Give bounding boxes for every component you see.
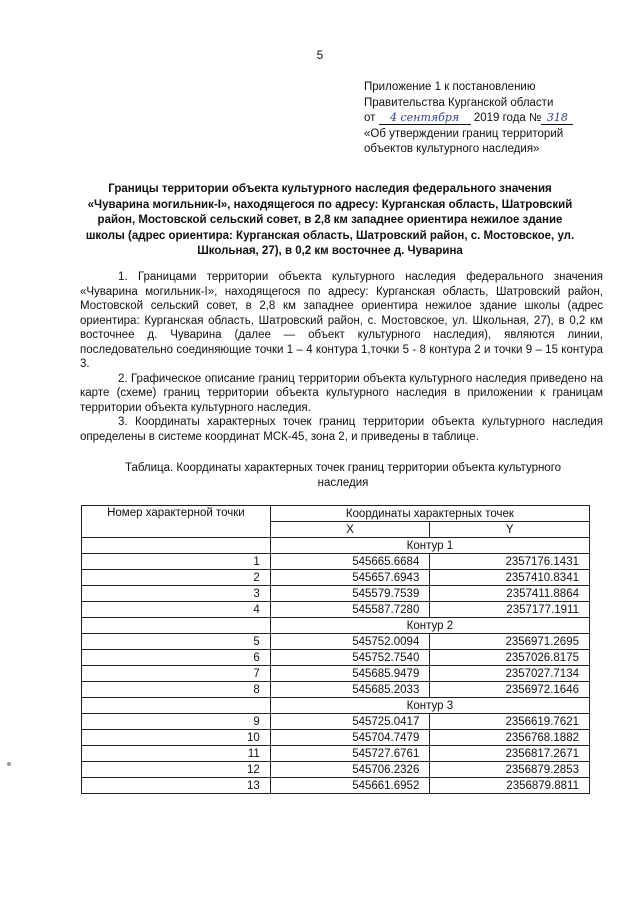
table-row: [82, 634, 590, 650]
point-number: 4: [82, 602, 271, 618]
handwritten-date: 4 сентября: [379, 112, 471, 125]
point-number: 9: [82, 714, 271, 730]
header-coordinates: Координаты характерных точек: [270, 506, 589, 522]
contour-row: [82, 698, 590, 714]
point-x: 545706.2326: [270, 762, 430, 778]
contour-row: [82, 618, 590, 634]
point-x: 545587.7280: [270, 602, 430, 618]
point-x: 545752.0094: [270, 634, 430, 650]
contour-label: Контур 2: [270, 618, 589, 634]
table-row: [82, 762, 590, 778]
appendix-line-5: объектов культурного наследия»: [364, 143, 540, 155]
table-row: [82, 778, 590, 794]
document-heading: Границы территории объекта культурного наследия федерального значения «Чуварина могильник-I», находящегося по адресу: Курганская область, Шатровский район, Мостовской сельский совет, в 2,8 км западнее ориентира нежилое здание школы (адрес ориентира: Курганская область, Шатровский район, с. Мостовское, ул. Школьная, 27), в 0,2 км восточнее д. Чуварина: [85, 183, 575, 257]
appendix-from-label: от: [364, 112, 376, 124]
table-row: [82, 682, 590, 698]
table-row: [82, 714, 590, 730]
point-x: 545752.7540: [270, 650, 430, 666]
point-y: 2357177.1911: [430, 602, 590, 618]
point-y: 2357176.1431: [430, 554, 590, 570]
point-y: 2356879.2853: [430, 762, 590, 778]
table-row: [82, 570, 590, 586]
point-number: 2: [82, 570, 271, 586]
appendix-line-1: Приложение 1 к постановлению: [364, 81, 536, 93]
point-y: 2356879.8811: [430, 778, 590, 794]
point-y: 2356619.7621: [430, 714, 590, 730]
point-number: 8: [82, 682, 271, 698]
point-number: 11: [82, 746, 271, 762]
point-y: 2356768.1882: [430, 730, 590, 746]
appendix-line-2: Правительства Курганской области: [364, 96, 554, 109]
appendix-line-4: «Об утверждении границ территорий: [364, 127, 564, 140]
table-row: [82, 602, 590, 618]
point-number: 13: [82, 778, 271, 794]
point-x: 545725.0417: [270, 714, 430, 730]
point-y: 2357027.7134: [430, 666, 590, 682]
header-y: Y: [430, 522, 590, 538]
point-x: 545685.2033: [270, 682, 430, 698]
point-x: 545727.6761: [270, 746, 430, 762]
point-y: 2356972.1646: [430, 682, 590, 698]
header-point-number: Номер характерной точки: [82, 506, 271, 538]
page-number: 5: [316, 48, 324, 62]
point-y: 2357410.8341: [430, 570, 590, 586]
point-number: 5: [82, 634, 271, 650]
contour-spacer: [82, 698, 271, 714]
contour-spacer: [82, 618, 271, 634]
contour-label: Контур 1: [270, 538, 589, 554]
handwritten-number: 318: [541, 112, 573, 125]
body-text: [80, 270, 603, 444]
coordinates-table: [81, 505, 590, 794]
table-row: [82, 650, 590, 666]
point-y: 2356971.2695: [430, 634, 590, 650]
point-x: 545704.7479: [270, 730, 430, 746]
contour-label: Контур 3: [270, 698, 589, 714]
contour-spacer: [82, 538, 271, 554]
point-x: 545661.6952: [270, 778, 430, 794]
point-x: 545685.9479: [270, 666, 430, 682]
point-number: 1: [82, 554, 271, 570]
point-x: 545665.6684: [270, 554, 430, 570]
appendix-year-text: 2019 года №: [473, 112, 542, 124]
point-x: 545579.7539: [270, 586, 430, 602]
contour-row: [82, 538, 590, 554]
appendix-date-line: [364, 111, 624, 127]
point-x: 545657.6943: [270, 570, 430, 586]
point-number: 12: [82, 762, 271, 778]
point-number: 3: [82, 586, 271, 602]
table-row: [82, 746, 590, 762]
paragraph-1: 1. Границами территории объекта культурного наследия федерального значения «Чуварина могильник-I», находящегося по адресу: Курганская область, Шатровский район, Мостовской сельский совет, в 2,8 км западнее ориентира нежилое здание школы (адрес ориентира: Курганская область, Шатровский район, с. Мостовское, ул. Школьная, 27), в 0,2 км восточнее д. Чуварина (далее — объект культурного наследия), являются линии, последовательно соединяющие точки 1 – 4 контура 1,точки 5 - 8 контура 2 и точки 9 – 15 контура 3.: [80, 271, 603, 370]
paragraph-3: 3. Координаты характерных точек границ территории объекта культурного наследия определены в системе координат МСК-45, зона 2, и приведены в таблице.: [80, 416, 603, 443]
table-row: [82, 666, 590, 682]
point-number: 7: [82, 666, 271, 682]
point-y: 2357026.8175: [430, 650, 590, 666]
point-number: 10: [82, 730, 271, 746]
table-row: [82, 586, 590, 602]
point-y: 2357411.8864: [430, 586, 590, 602]
point-number: 6: [82, 650, 271, 666]
table-caption: Таблица. Координаты характерных точек границ территории объекта культурного наследия: [124, 462, 562, 489]
margin-speck: [7, 762, 11, 766]
table-row: [82, 730, 590, 746]
header-x: X: [270, 522, 430, 538]
paragraph-2: 2. Графическое описание границ территории объекта культурного наследия приведено на карте (схеме) границ территории объекта культурного наследия в приложении к границам территории объекта культурного наследия.: [80, 372, 603, 414]
appendix-block: [364, 80, 624, 158]
point-y: 2356817.2671: [430, 746, 590, 762]
table-row: [82, 554, 590, 570]
